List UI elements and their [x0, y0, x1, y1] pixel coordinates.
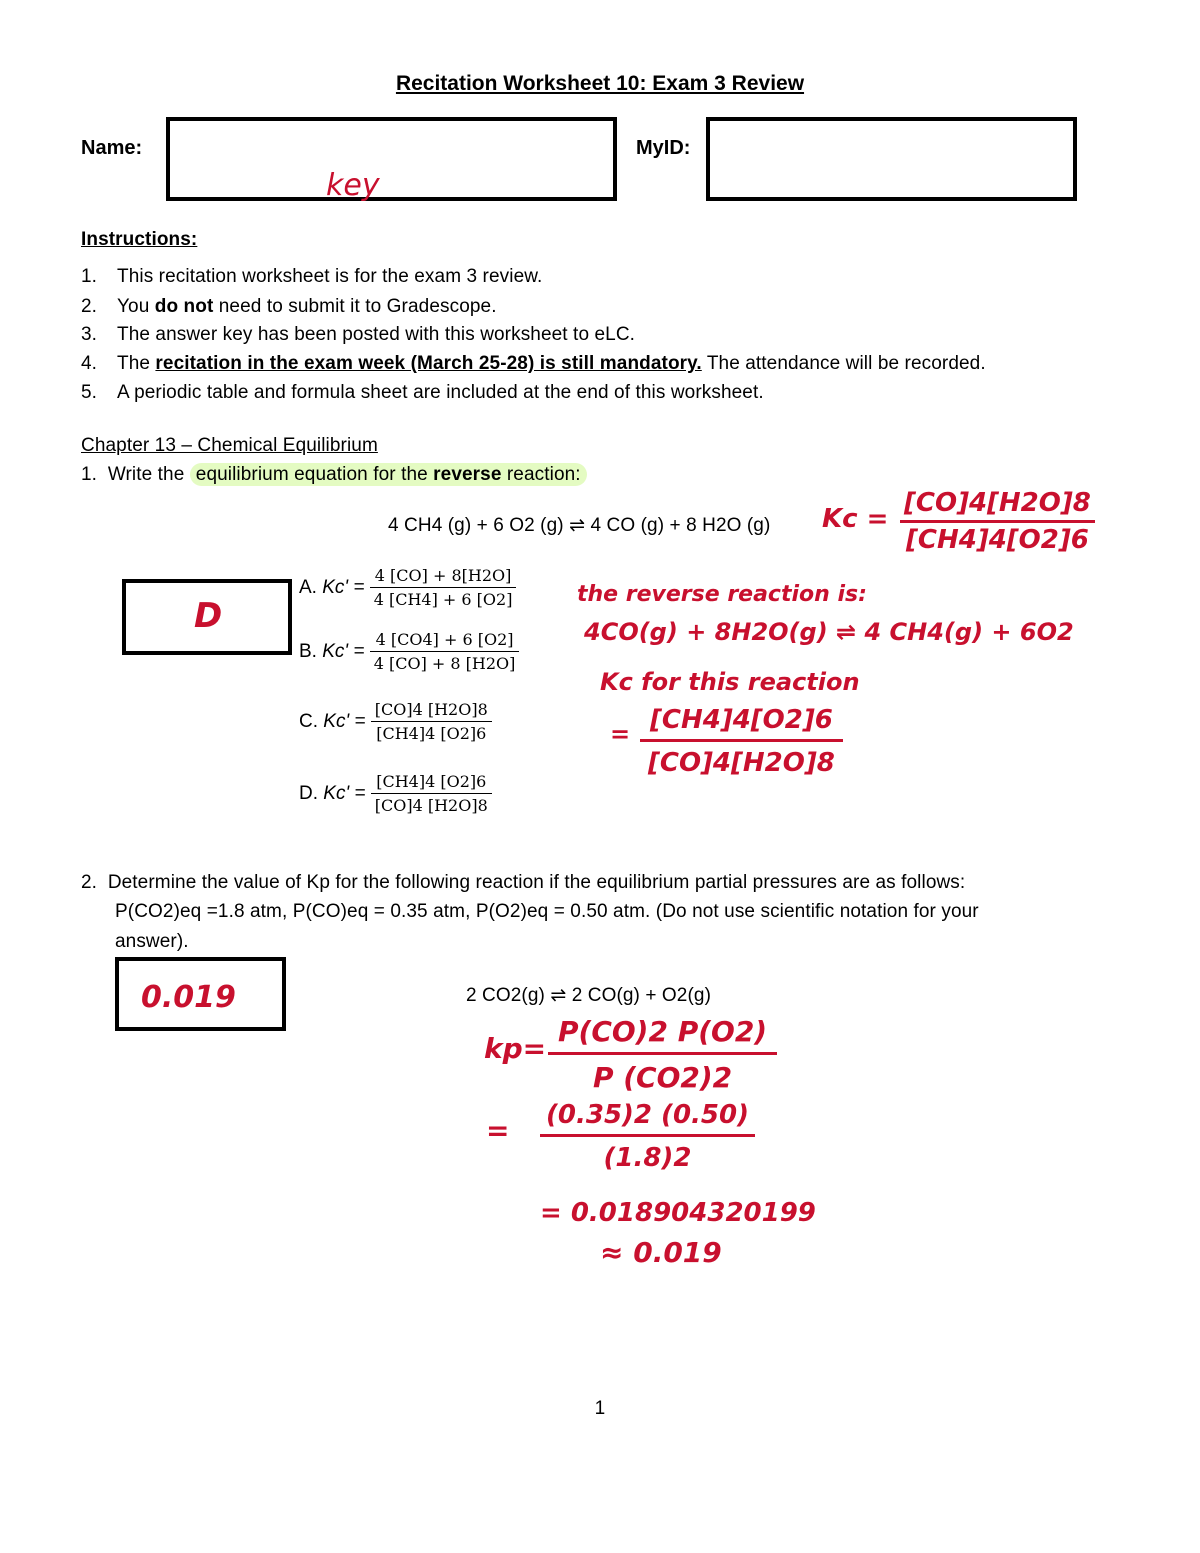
- instruction-text: This recitation worksheet is for the exam 3 review.: [117, 266, 543, 287]
- instructions-heading: Instructions:: [81, 229, 198, 250]
- hw-kp-fraction: P(CO)2 P(O2) P (CO2)2: [548, 1015, 777, 1094]
- option-fraction: $\frac{[CH4]4 [O2]6}{[CO]4 [H2O]8}$: [371, 772, 492, 815]
- q1-option-b[interactable]: B. Kc' = $\frac{4 [CO4] + 6 [O2]}{4 [CO] + 8 [H2O]}$: [299, 630, 519, 673]
- instruction-item: [0, 296, 1200, 320]
- q2-prompt-line2: P(CO2)eq =1.8 atm, P(CO)eq = 0.35 atm, P(O2)eq = 0.50 atm. (Do not use scientific notation for your: [115, 901, 979, 922]
- instruction-number: 1.: [81, 266, 98, 287]
- myid-label: MyID:: [636, 137, 691, 159]
- hw-approx: ≈ 0.019: [600, 1236, 722, 1269]
- hw-kc-reverse-fraction: [CH4]4[O2]6 [CO]4[H2O]8: [640, 705, 843, 778]
- hw-eq: =: [610, 720, 631, 748]
- instruction-number: 5.: [81, 382, 98, 403]
- q1-option-a[interactable]: A. Kc' = $\frac{4 [CO] + 8[H2O]}{4 [CH4] + 6 [O2]}$: [299, 566, 516, 609]
- option-fraction: $\frac{4 [CO4] + 6 [O2]}{4 [CO] + 8 [H2O]}$: [370, 630, 520, 673]
- q1-option-d[interactable]: D. Kc' = $\frac{[CH4]4 [O2]6}{[CO]4 [H2O]8}$: [299, 772, 492, 815]
- page-title: Recitation Worksheet 10: Exam 3 Review: [395, 72, 805, 95]
- q2-prompt-line3: answer).: [115, 931, 189, 952]
- q1-highlight: equilibrium equation for the reverse reaction:: [190, 463, 587, 486]
- hw-kp-label: kp=: [484, 1032, 547, 1065]
- chapter-heading: Chapter 13 – Chemical Equilibrium: [81, 435, 378, 456]
- hw-values-fraction: (0.35)2 (0.50) (1.8)2: [540, 1100, 755, 1173]
- option-fraction: $\frac{4 [CO] + 8[H2O]}{4 [CH4] + 6 [O2]}$: [370, 566, 517, 609]
- myid-field[interactable]: [706, 117, 1077, 201]
- q2-reaction: 2 CO2(g) ⇌ 2 CO(g) + O2(g): [466, 985, 711, 1006]
- instruction-text: You do not need to submit it to Gradescope.: [117, 296, 497, 317]
- q1-option-c[interactable]: C. Kc' = $\frac{[CO]4 [H2O]8}{[CH4]4 [O2]6}$: [299, 700, 492, 743]
- instruction-item: [0, 353, 1200, 377]
- hw-eq2: =: [486, 1114, 510, 1147]
- q1-reaction: 4 CH4 (g) + 6 O2 (g) ⇌ 4 CO (g) + 8 H2O (g): [388, 515, 771, 536]
- q1-answer: D: [194, 596, 223, 636]
- instruction-text: A periodic table and formula sheet are included at the end of this worksheet.: [117, 382, 764, 403]
- instruction-number: 2.: [81, 296, 98, 317]
- instruction-number: 3.: [81, 324, 98, 345]
- name-field[interactable]: [166, 117, 617, 201]
- option-fraction: $\frac{[CO]4 [H2O]8}{[CH4]4 [O2]6}$: [371, 700, 492, 743]
- instruction-text: The recitation in the exam week (March 25-28) is still mandatory. The attendance will be recorded.: [117, 353, 986, 374]
- hw-line3: Kc for this reaction: [600, 668, 860, 696]
- name-label: Name:: [81, 137, 143, 159]
- hw-kc-fraction: [CO]4[H2O]8 [CH4]4[O2]6: [900, 488, 1095, 555]
- q1-prompt: 1. Write the equilibrium equation for the reverse reaction:: [81, 464, 587, 486]
- instruction-item: [0, 324, 1200, 348]
- hw-line2: 4CO(g) + 8H2O(g) ⇌ 4 CH4(g) + 6O2: [584, 618, 1074, 646]
- q2-answer: 0.019: [141, 980, 236, 1015]
- hw-result: = 0.018904320199: [540, 1198, 816, 1228]
- instruction-text: The answer key has been posted with this worksheet to eLC.: [117, 324, 636, 345]
- page-number: 1: [594, 1398, 606, 1419]
- q2-prompt-line1: 2. Determine the value of Kp for the following reaction if the equilibrium partial pressures are as follows:: [81, 872, 966, 893]
- hw-kc-label: Kc =: [822, 504, 889, 534]
- instruction-item: [0, 266, 1200, 290]
- instruction-number: 4.: [81, 353, 98, 374]
- instruction-item: [0, 382, 1200, 406]
- name-handwriting: key: [326, 168, 380, 203]
- hw-line1: the reverse reaction is:: [577, 582, 867, 607]
